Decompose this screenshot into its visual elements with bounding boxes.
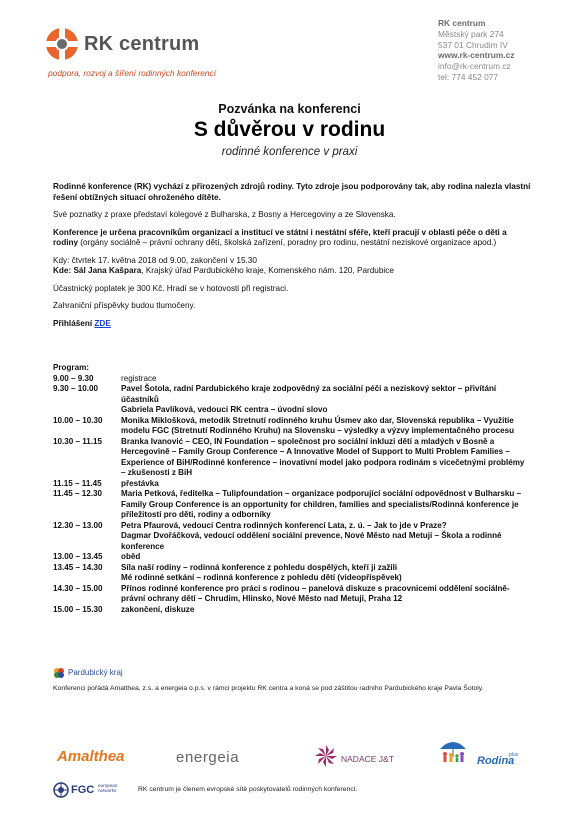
program-time: 14.30 – 15.00 bbox=[53, 583, 103, 593]
program-line: registrace bbox=[121, 373, 157, 383]
contact-block bbox=[438, 18, 514, 83]
program-line: Branka Ivanović – CEO, IN Foundation – společnost pro sociální inkluzi dětí a mladých v Bosně a Hercegovině – Family Group Conference – A Innovative Model of Support to Multi Problem Families – Experience of BiH/Rodinné konference – inovativní model jako podpora rodinám s vícečetnými problémy – zkušenosti z BiH bbox=[121, 436, 525, 477]
program-line: Monika Miklošková, metodik Stretnutí rodinného kruhu Úsmev ako dar, Slovenská republika – Využitie modelu FGC (Stretnutí Rodinného Kruhu) na Slovensku – výsledky a výzvy implementačného procesu bbox=[121, 415, 515, 435]
pardubicky-kraj-logo-icon bbox=[53, 667, 65, 679]
fgc-logo-icon bbox=[53, 782, 69, 798]
interpret-line: Zahraniční příspěvky budou tlumočeny. bbox=[53, 301, 196, 310]
program-line: Pavel Šotola, radní Pardubického kraje zodpovědný za sociální péči a neziskový sektor – přivítání účastníků bbox=[121, 384, 497, 404]
intro-section bbox=[53, 182, 531, 336]
intro-paragraph-2: Své poznatky z praxe představí kolegové z Bulharska, z Bosny a Hercegoviny a ze Slovenska. bbox=[53, 210, 396, 219]
program-desc bbox=[121, 479, 531, 490]
program-line: Maria Petková, ředitelka – Tulipfoundation – organizace podporující sociální odpovědnost v Bulharsku – Family Group Conference is an opportunity for children, families and specialists/Rodinná konference je příležitostí pro děti, rodiny a odborníky bbox=[121, 489, 522, 519]
program-row bbox=[53, 416, 531, 437]
contact-street: Městský park 274 bbox=[438, 28, 504, 39]
program-desc bbox=[121, 437, 531, 479]
intro-paragraph-1: Rodinné konference (RK) vychází z přirozených zdrojů rodiny. Tyto zdroje jsou podporovány tak, aby rodina nalezla vlastní řešení obtížných situací ohroženého dítěte. bbox=[53, 182, 531, 202]
program-row bbox=[53, 552, 531, 563]
program-time: 11.45 – 12.30 bbox=[53, 489, 103, 498]
program-desc bbox=[121, 374, 531, 385]
program-desc bbox=[121, 416, 531, 437]
program-desc bbox=[121, 384, 531, 416]
intro-paragraph-3 bbox=[53, 228, 531, 249]
nadace-jt-icon bbox=[313, 743, 339, 769]
contact-phone: tel: 774 452 077 bbox=[438, 71, 499, 82]
program-row bbox=[53, 374, 531, 385]
program-line: přestávka bbox=[121, 478, 159, 488]
program-line: oběd bbox=[121, 552, 141, 561]
program-row bbox=[53, 521, 531, 553]
program-time: 12.30 – 13.00 bbox=[53, 520, 103, 530]
program-row bbox=[53, 605, 531, 616]
program-line: Petra Pfaurová, vedoucí Centra rodinných konferencí Lata, z. ú. – Jak to jde v Praze? bbox=[121, 520, 447, 530]
program-desc bbox=[121, 552, 531, 563]
region-name: Pardubický kraj bbox=[68, 668, 123, 677]
rodina-logo-sub: plus bbox=[509, 752, 519, 758]
tagline: podpora, rozvoj a šíření rodinných konferencí bbox=[48, 68, 217, 78]
fgc-membership-note: RK centrum je členem evropské sítě poskytovatelů rodinných konferencí. bbox=[138, 786, 358, 793]
brand-name: RK centrum bbox=[84, 33, 200, 55]
page-title: S důvěrou v rodinu bbox=[193, 118, 386, 141]
where-label: Kde: Sál Jana Kašpara bbox=[53, 266, 142, 275]
rk-centrum-logo-icon bbox=[45, 27, 79, 61]
program-line: zakončení, diskuze bbox=[121, 604, 195, 614]
program-line: Dagmar Dvořáčková, vedoucí oddělení sociální prevence, Nové Město nad Metují – Škola a rodinné konference bbox=[121, 531, 502, 551]
program-row bbox=[53, 384, 531, 416]
program-line: Síla naší rodiny – rodinná konference z pohledu dospělých, kteří ji zažili bbox=[121, 562, 398, 572]
when-line: Kdy: čtvrtek 17. května 2018 od 9.00, zakončení v 15.30 bbox=[53, 255, 257, 265]
program-row bbox=[53, 437, 531, 479]
program-time: 10.00 – 10.30 bbox=[53, 415, 103, 425]
contact-name: RK centrum bbox=[438, 18, 486, 28]
program-time: 9.30 – 10.00 bbox=[53, 384, 99, 393]
audience-bold: Konference je určena pracovníkům organizací a institucí ve státní i nestátní sféře, kteří pracují v oblasti péče o děti a rodiny bbox=[53, 227, 507, 247]
program-time: 13.00 – 13.45 bbox=[53, 552, 103, 561]
register-line bbox=[53, 319, 531, 330]
energeia-logo: energeia bbox=[176, 749, 240, 766]
rodina-umbrella-icon bbox=[438, 737, 468, 767]
program-row bbox=[53, 489, 531, 521]
contact-email[interactable]: info@rk-centrum.cz bbox=[438, 61, 511, 72]
page-subtitle: rodinné konference v praxi bbox=[221, 146, 358, 158]
amalthea-logo: Amalthea bbox=[57, 748, 125, 765]
program-desc bbox=[121, 563, 531, 584]
program-row bbox=[53, 584, 531, 605]
rodina-logo: Rodina bbox=[477, 755, 515, 767]
program-line: Přínos rodinné konference pro práci s rodinou – panelová diskuze s pracovnicemi oddělení sociálně-právní ochrany dětí – Chrudim, Hlinsko, Nové Město nad Metují, Praha 12 bbox=[121, 583, 510, 603]
program-time: 10.30 – 11.15 bbox=[53, 436, 103, 446]
program-line: Gabriela Pavlíková, vedoucí RK centra – úvodní slovo bbox=[121, 405, 328, 414]
invitation-heading: Pozvánka na konferenci bbox=[218, 102, 361, 116]
program-row bbox=[53, 563, 531, 584]
where-rest: , Krajský úřad Pardubického kraje, Komenského nám. 120, Pardubice bbox=[141, 266, 394, 275]
program-time: 15.00 – 15.30 bbox=[53, 604, 103, 614]
program-time: 9.00 – 9.30 bbox=[53, 373, 94, 383]
fgc-logo-sub: european networks bbox=[98, 783, 118, 793]
organizer-note: Konferenci pořádá Amalthea, z.s. a energeia o.p.s. v rámci projektu RK centra a koná se pod záštitou radního Pardubického kraje Pavla Šotoly. bbox=[53, 685, 484, 692]
nadace-jt-logo: NADACE J&T bbox=[341, 754, 394, 764]
register-label: Přihlášení bbox=[53, 318, 95, 328]
contact-city: 537 01 Chrudim IV bbox=[438, 39, 508, 50]
contact-web[interactable]: www.rk-centrum.cz bbox=[438, 50, 515, 61]
program-desc bbox=[121, 605, 531, 616]
program-line: Mé rodinné setkání – rodinná konference z pohledu dětí (videopříspěvek) bbox=[121, 573, 402, 582]
program-time: 11.15 – 11.45 bbox=[53, 478, 102, 488]
program-row bbox=[53, 479, 531, 490]
program-desc bbox=[121, 584, 531, 605]
program-desc bbox=[121, 521, 531, 553]
program-desc bbox=[121, 489, 531, 521]
program-time: 13.45 – 14.30 bbox=[53, 562, 103, 572]
fee-line: Účastnický poplatek je 300 Kč. Hradí se v hotovosti při registraci. bbox=[53, 283, 289, 293]
audience-rest: (orgány sociálně – právní ochrany dětí, školská zařízení, poradny pro rodinu, nestátní neziskové organizace apod.) bbox=[78, 238, 497, 247]
register-link[interactable]: ZDE bbox=[94, 318, 111, 328]
program-section bbox=[53, 363, 531, 615]
program-heading: Program: bbox=[53, 363, 89, 372]
fgc-logo: FGC bbox=[71, 784, 95, 796]
where-line bbox=[53, 266, 531, 277]
